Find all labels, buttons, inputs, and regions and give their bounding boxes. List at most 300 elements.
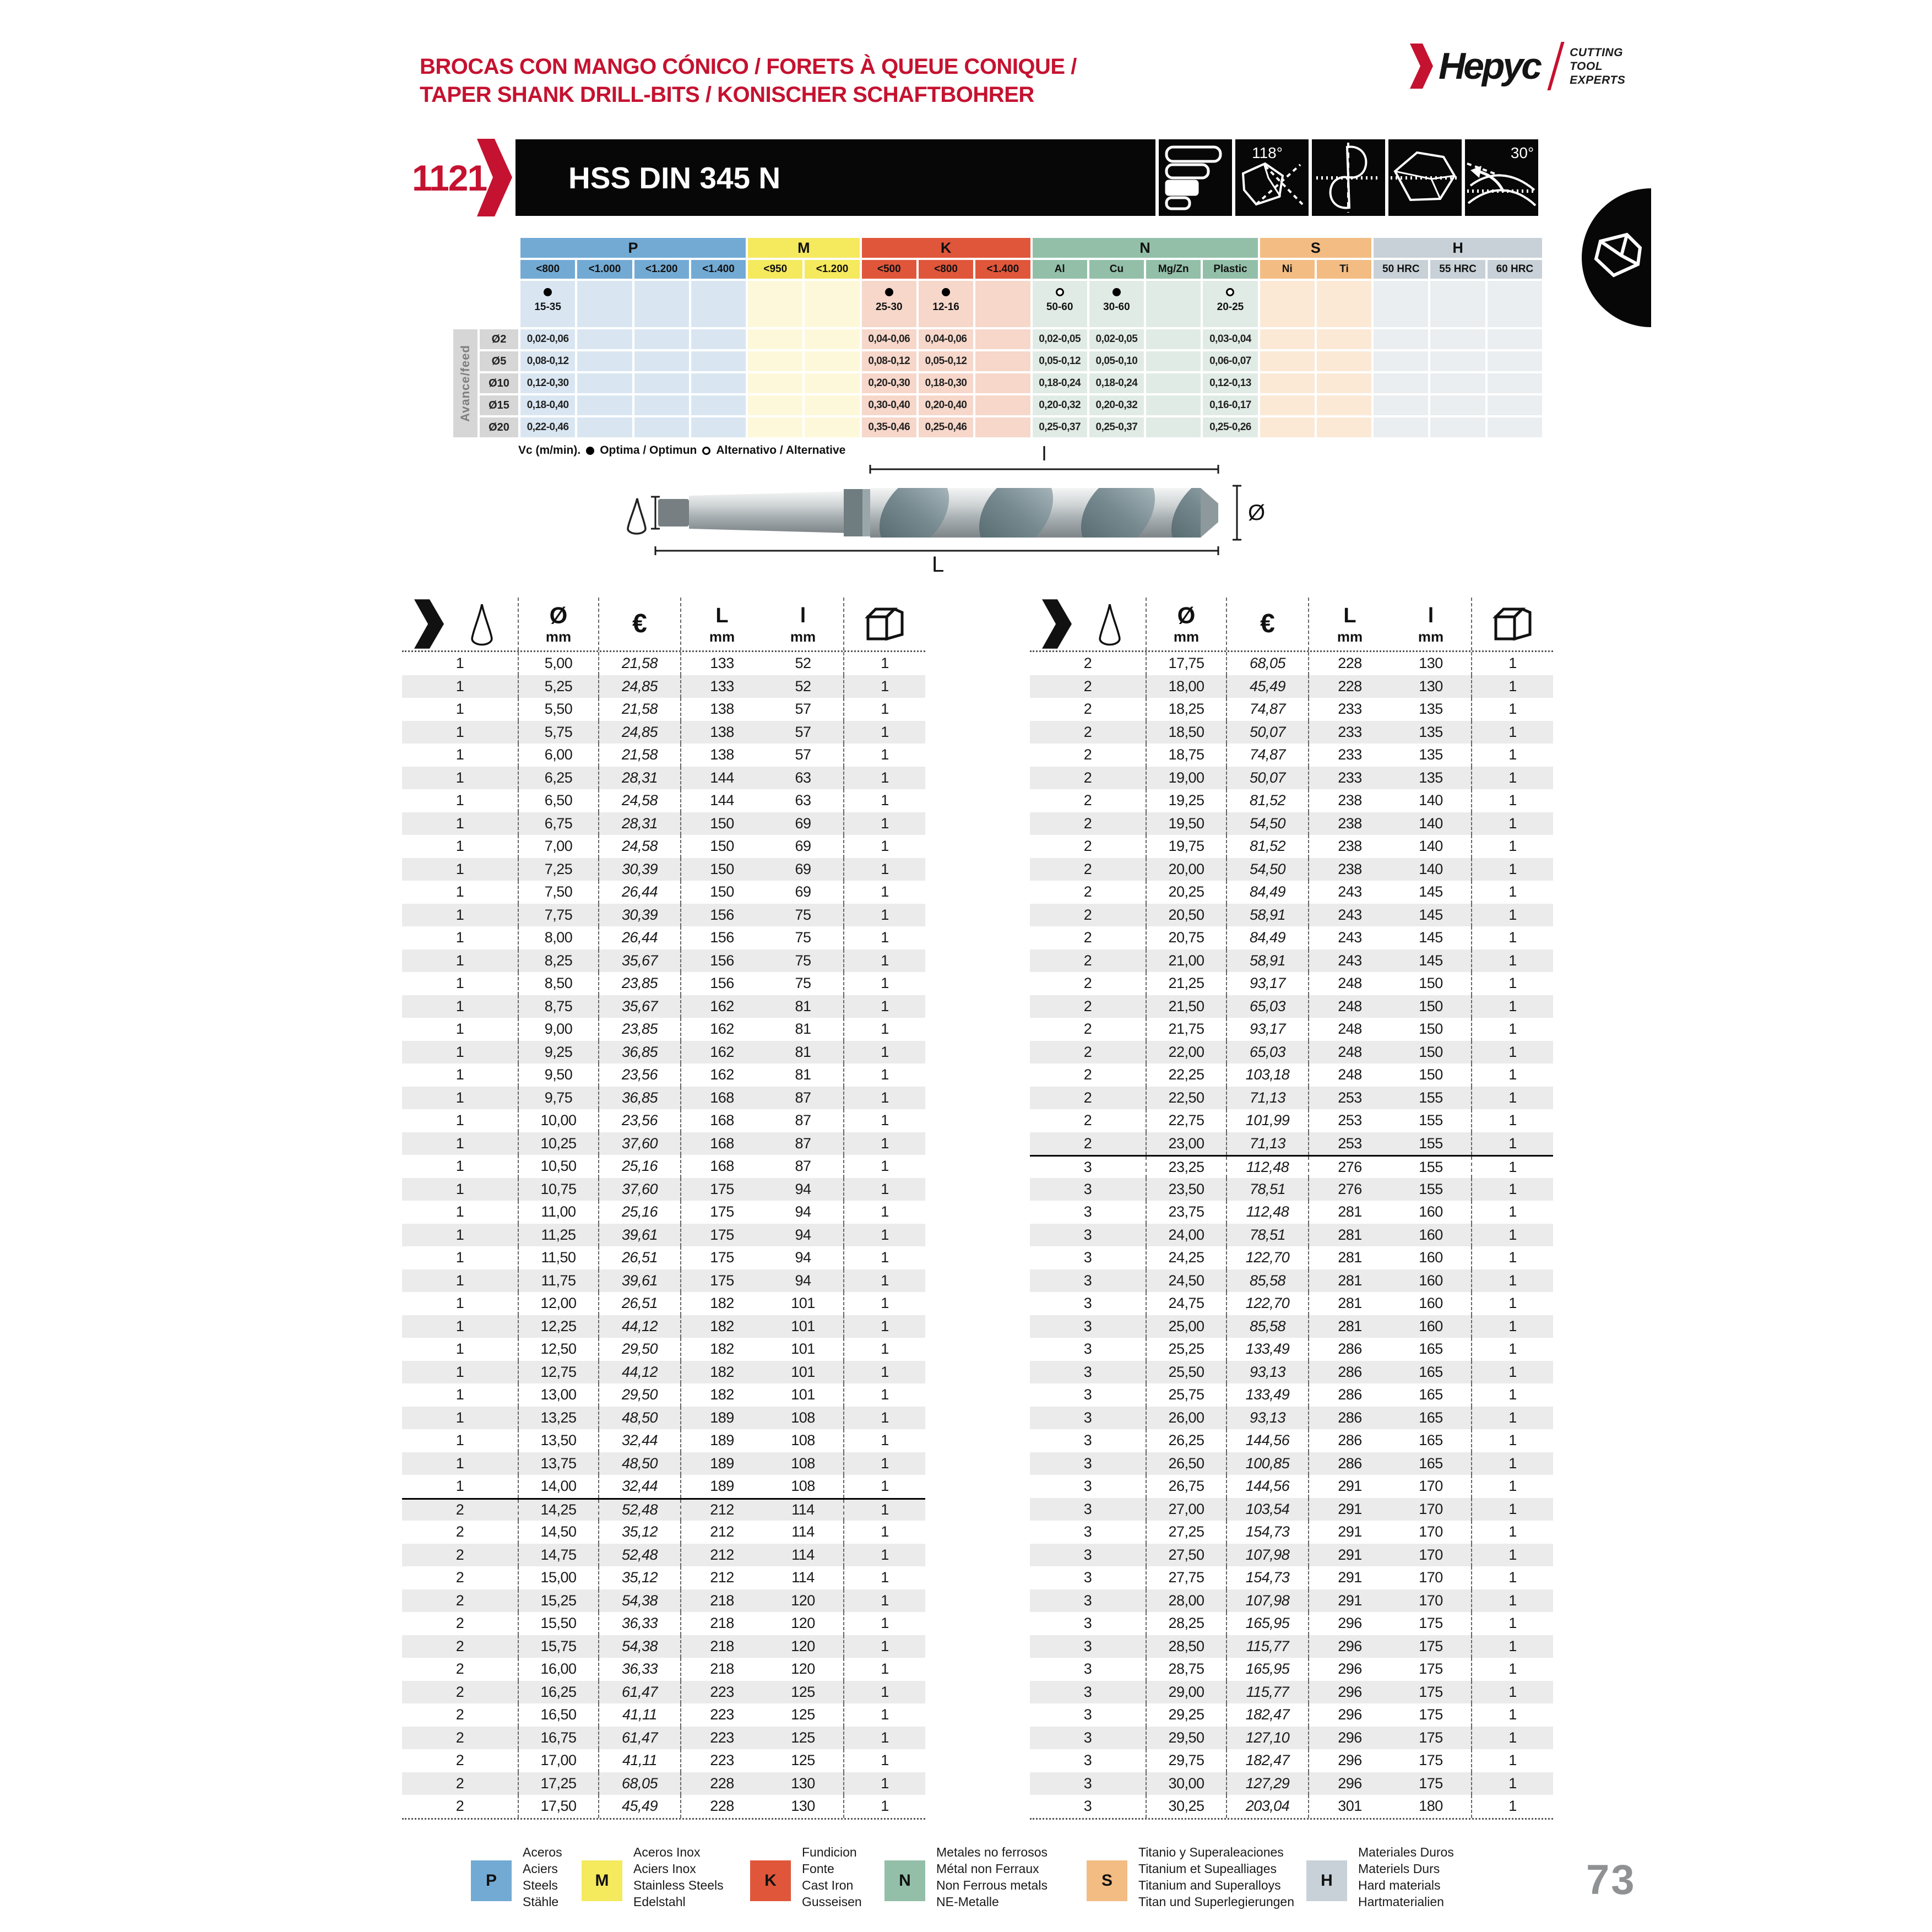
- overall-length-cell: 228: [1338, 677, 1362, 694]
- cone-number-cell: 1: [402, 1132, 519, 1155]
- table-row: [402, 1475, 925, 1498]
- diameter-cell: 28,00: [1147, 1589, 1227, 1613]
- vc-cell: [1089, 281, 1144, 327]
- flute-length-cell: 101: [763, 1383, 844, 1407]
- vc-cell: [805, 281, 859, 327]
- price-cell: 85,58: [1227, 1269, 1309, 1293]
- table-row: [1030, 1178, 1553, 1201]
- feed-value-cell: [805, 329, 859, 349]
- pack-qty-cell: 1: [1508, 792, 1517, 809]
- flute-length-cell: 69: [763, 881, 844, 904]
- table-row: [402, 1315, 925, 1338]
- table-row: [402, 1063, 925, 1087]
- flute-length-cell: 130: [1391, 652, 1472, 675]
- diameter-cell: 12,00: [519, 1292, 599, 1315]
- pack-qty-cell: 1: [881, 1637, 889, 1654]
- diameter-cell: 29,75: [1147, 1749, 1227, 1772]
- overall-length-cell: 228: [710, 1774, 734, 1792]
- diameter-cell: 23,00: [1147, 1132, 1227, 1155]
- overall-length-cell: 291: [1338, 1569, 1362, 1586]
- price-cell: 35,12: [599, 1521, 681, 1544]
- cone-number-cell: 1: [402, 1407, 519, 1430]
- flute-length-cell: 170: [1391, 1475, 1472, 1498]
- pack-qty-cell: 1: [881, 1546, 889, 1563]
- diameter-cell: 29,00: [1147, 1681, 1227, 1704]
- vc-footnote-alternative: Alternativo / Alternative: [716, 444, 846, 457]
- diameter-cell: 12,25: [519, 1315, 599, 1338]
- diameter-cell: 16,50: [519, 1703, 599, 1727]
- table-row: [402, 1155, 925, 1178]
- flute-length-cell: 125: [763, 1703, 844, 1727]
- flute-length-cell: 175: [1391, 1681, 1472, 1704]
- flute-length-cell: 125: [763, 1727, 844, 1750]
- overall-length-cell: 182: [710, 1363, 734, 1380]
- feed-value-cell: [975, 373, 1030, 393]
- table-row: [402, 1407, 925, 1430]
- cone-number-cell: 1: [402, 858, 519, 881]
- table-row: [1030, 1087, 1553, 1110]
- flute-length-cell: 81: [763, 1018, 844, 1041]
- diameter-cell: 11,75: [519, 1269, 599, 1293]
- price-cell: 30,39: [599, 858, 681, 881]
- overall-length-cell: 144: [710, 769, 734, 786]
- table-row: [402, 1109, 925, 1132]
- pack-qty-cell: 1: [1508, 1203, 1517, 1220]
- cone-number-cell: 3: [1030, 1795, 1147, 1818]
- overall-length-cell: 281: [1338, 1272, 1362, 1289]
- table-row: [402, 1544, 925, 1567]
- feed-value-cell: [1488, 329, 1542, 349]
- pack-qty-cell: 1: [881, 701, 889, 718]
- diameter-cell: 20,50: [1147, 904, 1227, 927]
- cone-number-cell: 2: [1030, 1132, 1147, 1155]
- flute-length-cell: 108: [763, 1452, 844, 1475]
- cone-number-cell: 2: [402, 1749, 519, 1772]
- cone-number-cell: 2: [1030, 812, 1147, 835]
- diameter-cell: 26,50: [1147, 1452, 1227, 1475]
- table-row: [1030, 652, 1553, 675]
- pack-qty-cell: 1: [881, 1409, 889, 1426]
- alternative-marker-icon: [1226, 288, 1234, 296]
- legend-item-p: [471, 1844, 562, 1910]
- price-cell: 25,16: [599, 1201, 681, 1224]
- logo-slash: [1547, 42, 1564, 90]
- table-row: [1030, 744, 1553, 767]
- flute-length-cell: 160: [1391, 1292, 1472, 1315]
- material-subcolumn-header: Mg/Zn: [1146, 260, 1201, 279]
- material-subcolumn-header: 60 HRC: [1488, 260, 1542, 279]
- price-cell: 26,51: [599, 1246, 681, 1269]
- feed-value-cell: [1488, 351, 1542, 371]
- pack-qty-cell: 1: [1508, 1523, 1517, 1540]
- diameter-cell: 16,25: [519, 1681, 599, 1704]
- price-cell: 122,70: [1227, 1246, 1309, 1269]
- price-cell: 182,47: [1227, 1749, 1309, 1772]
- price-cell: 35,12: [599, 1566, 681, 1589]
- flute-length-cell: 180: [1391, 1795, 1472, 1818]
- flute-length-cell: 155: [1391, 1178, 1472, 1201]
- legend-label-line: Metales no ferrosos: [936, 1845, 1048, 1859]
- price-cell: 107,98: [1227, 1589, 1309, 1613]
- cone-number-cell: 2: [1030, 767, 1147, 790]
- price-cell: 26,44: [599, 881, 681, 904]
- table-row: [1030, 1338, 1553, 1361]
- overall-length-cell: 286: [1338, 1341, 1362, 1358]
- price-cell: 93,13: [1227, 1407, 1309, 1430]
- pack-qty-cell: 1: [881, 929, 889, 946]
- material-subcolumn-header: Ti: [1317, 260, 1371, 279]
- table-row: [1030, 1361, 1553, 1384]
- price-cell: 133,49: [1227, 1338, 1309, 1361]
- table-row: [402, 1452, 925, 1475]
- pack-qty-cell: 1: [881, 1272, 889, 1289]
- pack-qty-cell: 1: [881, 723, 889, 740]
- flute-length-cell: 140: [1391, 835, 1472, 858]
- price-cell: 52,48: [599, 1500, 681, 1521]
- flute-length-cell: 81: [763, 1063, 844, 1087]
- pack-qty-cell: 1: [881, 1523, 889, 1540]
- feed-value-cell: [691, 373, 746, 393]
- feed-value-cell: [1317, 417, 1371, 437]
- cone-number-cell: 2: [402, 1681, 519, 1704]
- table-row: [1030, 1566, 1553, 1589]
- table-row: [402, 835, 925, 858]
- flute-length-cell: 87: [763, 1109, 844, 1132]
- price-cell: 68,05: [599, 1772, 681, 1795]
- vc-cell: [634, 281, 689, 327]
- flute-length-cell: 101: [763, 1292, 844, 1315]
- overall-length-cell: 223: [710, 1683, 734, 1700]
- overall-length-cell: 291: [1338, 1592, 1362, 1609]
- overall-length-cell: 291: [1338, 1500, 1362, 1517]
- page-title-line2: TAPER SHANK DRILL-BITS / KONISCHER SCHAFTBOHRER: [420, 83, 1034, 107]
- diameter-cell: 7,25: [519, 858, 599, 881]
- feed-value-cell: [1260, 351, 1315, 371]
- cone-number-cell: 1: [402, 721, 519, 744]
- diameter-cell: 26,00: [1147, 1407, 1227, 1430]
- cone-number-cell: 3: [1030, 1383, 1147, 1407]
- flute-length-cell: 165: [1391, 1338, 1472, 1361]
- material-subcolumn-header: <500: [862, 260, 916, 279]
- table-row: [1030, 1544, 1553, 1567]
- flute-length-cell: 130: [763, 1795, 844, 1818]
- diameter-cell: 18,75: [1147, 744, 1227, 767]
- flute-length-cell: 101: [763, 1338, 844, 1361]
- table-row: [402, 1018, 925, 1041]
- cone-number-cell: 1: [402, 1087, 519, 1110]
- optimal-marker-icon: [544, 288, 552, 296]
- overall-length-cell: 212: [710, 1523, 734, 1540]
- table-row: [1030, 1041, 1553, 1064]
- flute-length-cell: 75: [763, 904, 844, 927]
- diameter-cell: 29,50: [1147, 1727, 1227, 1750]
- flute-length-cell: 75: [763, 926, 844, 949]
- diameter-cell: 24,50: [1147, 1269, 1227, 1293]
- diameter-cell: 8,50: [519, 972, 599, 995]
- price-cell: 21,58: [599, 698, 681, 721]
- cone-number-cell: 2: [1030, 972, 1147, 995]
- pack-qty-cell: 1: [881, 655, 889, 672]
- price-cell: 165,95: [1227, 1612, 1309, 1635]
- flute-length-cell: 165: [1391, 1429, 1472, 1452]
- table-row: [1030, 995, 1553, 1018]
- diameter-cell: 17,50: [519, 1795, 599, 1818]
- cone-number-cell: 1: [402, 1452, 519, 1475]
- cone-number-cell: 1: [402, 949, 519, 973]
- overall-length-cell: 138: [710, 701, 734, 718]
- flute-length-cell: 52: [763, 675, 844, 698]
- price-cell: 65,03: [1227, 995, 1309, 1018]
- overall-length-cell: 168: [710, 1158, 734, 1175]
- diameter-cell: 5,50: [519, 698, 599, 721]
- overall-length-cell: 175: [710, 1272, 734, 1289]
- cone-number-cell: 2: [1030, 652, 1147, 675]
- diameter-cell: 13,00: [519, 1383, 599, 1407]
- feed-value-cell: [1488, 417, 1542, 437]
- flute-length-cell: 94: [763, 1269, 844, 1293]
- feed-value-cell: [1430, 395, 1485, 415]
- overall-length-cell: 253: [1338, 1112, 1362, 1129]
- overall-length-cell: 291: [1338, 1546, 1362, 1563]
- legend-label-line: Aciers: [523, 1862, 558, 1876]
- table-row: [402, 1681, 925, 1704]
- diameter-cell: 14,75: [519, 1544, 599, 1567]
- price-cell: 115,77: [1227, 1681, 1309, 1704]
- price-cell: 29,50: [599, 1383, 681, 1407]
- flute-length-cell: 170: [1391, 1544, 1472, 1567]
- overall-length-cell: 175: [710, 1203, 734, 1220]
- vc-cell: [919, 281, 973, 327]
- material-subcolumn-header: Cu: [1089, 260, 1144, 279]
- diameter-cell: 19,25: [1147, 789, 1227, 812]
- table-row: [402, 995, 925, 1018]
- pack-qty-cell: 1: [881, 1203, 889, 1220]
- pack-qty-cell: 1: [1508, 1752, 1517, 1769]
- diameter-cell: 10,75: [519, 1178, 599, 1201]
- diameter-cell: 13,50: [519, 1429, 599, 1452]
- pack-qty-cell: 1: [1508, 952, 1517, 969]
- feed-value-cell: [975, 395, 1030, 415]
- pack-qty-cell: 1: [1508, 1226, 1517, 1243]
- pack-qty-cell: 1: [1508, 1660, 1517, 1678]
- overall-length-cell: 156: [710, 906, 734, 923]
- flute-length-cell: 150: [1391, 1063, 1472, 1087]
- total-length-label: L: [932, 552, 945, 573]
- price-cell: 45,49: [1227, 675, 1309, 698]
- legend-label-line: Cast Iron: [802, 1878, 854, 1892]
- feed-value-cell: 0,12-0,30: [520, 373, 575, 393]
- feed-value-cell: 0,02-0,05: [1033, 329, 1087, 349]
- price-cell: 23,85: [599, 1018, 681, 1041]
- table-row: [1030, 835, 1553, 858]
- overall-length-cell: 238: [1338, 860, 1362, 877]
- feed-value-cell: [805, 417, 859, 437]
- price-cell: 182,47: [1227, 1703, 1309, 1727]
- vc-cell: [1374, 281, 1428, 327]
- cone-number-cell: 1: [402, 881, 519, 904]
- pack-qty-cell: 1: [881, 1317, 889, 1334]
- cone-number-cell: 1: [402, 1041, 519, 1064]
- optimal-marker-icon: [586, 447, 594, 455]
- overall-length-cell: 223: [710, 1752, 734, 1769]
- feed-value-cell: [1146, 329, 1201, 349]
- flute-length-cell: 114: [763, 1500, 844, 1521]
- overall-length-cell: 243: [1338, 929, 1362, 946]
- diameter-cell: 28,50: [1147, 1635, 1227, 1658]
- table-row: [1030, 1315, 1553, 1338]
- diameter-cell: 8,75: [519, 995, 599, 1018]
- price-cell: 36,85: [599, 1041, 681, 1064]
- price-cell: 112,48: [1227, 1157, 1309, 1178]
- cone-number-cell: 1: [402, 1155, 519, 1178]
- cone-number-cell: 1: [402, 1269, 519, 1293]
- feed-value-cell: [1146, 417, 1201, 437]
- pack-qty-cell: 1: [881, 1180, 889, 1197]
- table-row: [402, 767, 925, 790]
- flute-length-cell: 69: [763, 858, 844, 881]
- feed-value-cell: 0,06-0,07: [1203, 351, 1257, 371]
- cone-number-cell: 1: [402, 1109, 519, 1132]
- cone-number-cell: 2: [1030, 949, 1147, 973]
- cone-number-cell: 3: [1030, 1338, 1147, 1361]
- diameter-cell: 19,00: [1147, 767, 1227, 790]
- table-row: [1030, 1109, 1553, 1132]
- flute-length-cell: 108: [763, 1475, 844, 1498]
- flute-length-cell: 160: [1391, 1315, 1472, 1338]
- flute-length-cell: 130: [763, 1772, 844, 1795]
- pack-qty-cell: 1: [1508, 929, 1517, 946]
- table-row: [402, 1498, 925, 1521]
- flute-length-cell: 101: [763, 1315, 844, 1338]
- price-cell: 54,50: [1227, 858, 1309, 881]
- diameter-cell: 29,25: [1147, 1703, 1227, 1727]
- diameter-cell: 15,50: [519, 1612, 599, 1635]
- table-row: [1030, 789, 1553, 812]
- pack-qty-cell: 1: [881, 975, 889, 992]
- pack-qty-cell: 1: [1508, 1021, 1517, 1038]
- overall-length-cell: 286: [1338, 1386, 1362, 1403]
- pack-qty-cell: 1: [1508, 1249, 1517, 1266]
- diameter-cell: 5,25: [519, 675, 599, 698]
- pack-qty-cell: 1: [881, 1363, 889, 1380]
- price-cell: 23,56: [599, 1109, 681, 1132]
- pack-qty-cell: 1: [1508, 1546, 1517, 1563]
- diameter-cell: 6,25: [519, 767, 599, 790]
- pack-qty-cell: 1: [1508, 1706, 1517, 1723]
- price-cell: 26,51: [599, 1292, 681, 1315]
- cone-number-cell: 2: [1030, 721, 1147, 744]
- material-subcolumn-header: 55 HRC: [1430, 260, 1485, 279]
- tagline-line: EXPERTS: [1570, 73, 1626, 86]
- overall-length-cell: 243: [1338, 906, 1362, 923]
- product-code: 1121: [412, 157, 487, 198]
- pack-qty-cell: 1: [1508, 1500, 1517, 1517]
- section-chevron-icon: [414, 599, 444, 649]
- table-row: [1030, 1749, 1553, 1772]
- diameter-cell: 16,75: [519, 1727, 599, 1750]
- diameter-cell: 25,00: [1147, 1315, 1227, 1338]
- legend-label-line: Hard materials: [1358, 1878, 1441, 1892]
- flute-length-cell: 150: [1391, 995, 1472, 1018]
- diameter-cell: 25,25: [1147, 1338, 1227, 1361]
- package-box-icon: [1493, 606, 1533, 642]
- section-chevron-icon: [1042, 599, 1072, 649]
- cone-number-cell: 3: [1030, 1157, 1147, 1178]
- vc-value: 12-16: [932, 301, 959, 313]
- price-cell: 78,51: [1227, 1224, 1309, 1247]
- diameter-cell: 30,25: [1147, 1795, 1227, 1818]
- vc-value: 50-60: [1046, 301, 1073, 313]
- cone-number-cell: 3: [1030, 1703, 1147, 1727]
- price-cell: 85,58: [1227, 1315, 1309, 1338]
- pack-qty-cell: 1: [1508, 1729, 1517, 1746]
- diameter-cell: 10,00: [519, 1109, 599, 1132]
- cone-number-cell: 2: [402, 1612, 519, 1635]
- feed-value-cell: [975, 329, 1030, 349]
- flute-length-cell: 114: [763, 1521, 844, 1544]
- material-group-header-h: H: [1374, 238, 1542, 258]
- price-cell: 107,98: [1227, 1544, 1309, 1567]
- legend-label-line: Aciers Inox: [633, 1862, 696, 1876]
- table-row: [402, 926, 925, 949]
- table-row: [1030, 1681, 1553, 1704]
- overall-length-cell: 182: [710, 1386, 734, 1403]
- cone-number-cell: 2: [1030, 1041, 1147, 1064]
- feed-value-cell: 0,05-0,12: [1033, 351, 1087, 371]
- diameter-cell: 13,25: [519, 1407, 599, 1430]
- price-cell: 154,73: [1227, 1566, 1309, 1589]
- price-cell: 127,10: [1227, 1727, 1309, 1750]
- feed-value-cell: 0,18-0,24: [1033, 373, 1087, 393]
- overall-length-cell: 296: [1338, 1615, 1362, 1632]
- price-cell: 93,17: [1227, 972, 1309, 995]
- vc-cell: [520, 281, 575, 327]
- price-cell: 36,33: [599, 1612, 681, 1635]
- vc-cell: [1488, 281, 1542, 327]
- pack-qty-cell: 1: [1508, 1158, 1517, 1175]
- overall-length-cell: 218: [710, 1592, 734, 1609]
- table-row: [402, 904, 925, 927]
- flute-length-cell: 155: [1391, 1087, 1472, 1110]
- feed-diameter-label: Ø20: [480, 417, 518, 437]
- pack-qty-cell: 1: [881, 838, 889, 855]
- table-row: [1030, 1246, 1553, 1269]
- material-subcolumn-header: <800: [520, 260, 575, 279]
- pack-qty-cell: 1: [881, 815, 889, 832]
- table-row: [402, 1178, 925, 1201]
- cone-number-cell: 1: [402, 1338, 519, 1361]
- cone-number-cell: 2: [1030, 858, 1147, 881]
- flute-length-cell: 140: [1391, 858, 1472, 881]
- drill-point-icon: [1388, 139, 1462, 216]
- overall-length-cell: 248: [1338, 1066, 1362, 1083]
- price-cell: 28,31: [599, 767, 681, 790]
- material-subcolumn-header: <800: [919, 260, 973, 279]
- diameter-cell: 10,25: [519, 1132, 599, 1155]
- cone-number-cell: 1: [402, 767, 519, 790]
- pack-qty-cell: 1: [1508, 1592, 1517, 1609]
- pack-qty-cell: 1: [881, 997, 889, 1014]
- diameter-cell: 26,75: [1147, 1475, 1227, 1498]
- flute-length-cell: 140: [1391, 812, 1472, 835]
- diameter-cell: 21,75: [1147, 1018, 1227, 1041]
- feed-value-cell: [1260, 329, 1315, 349]
- feed-value-cell: [805, 351, 859, 371]
- table-row: [1030, 949, 1553, 973]
- price-cell: 39,61: [599, 1269, 681, 1293]
- table-row: [402, 1589, 925, 1613]
- price-cell: 133,49: [1227, 1383, 1309, 1407]
